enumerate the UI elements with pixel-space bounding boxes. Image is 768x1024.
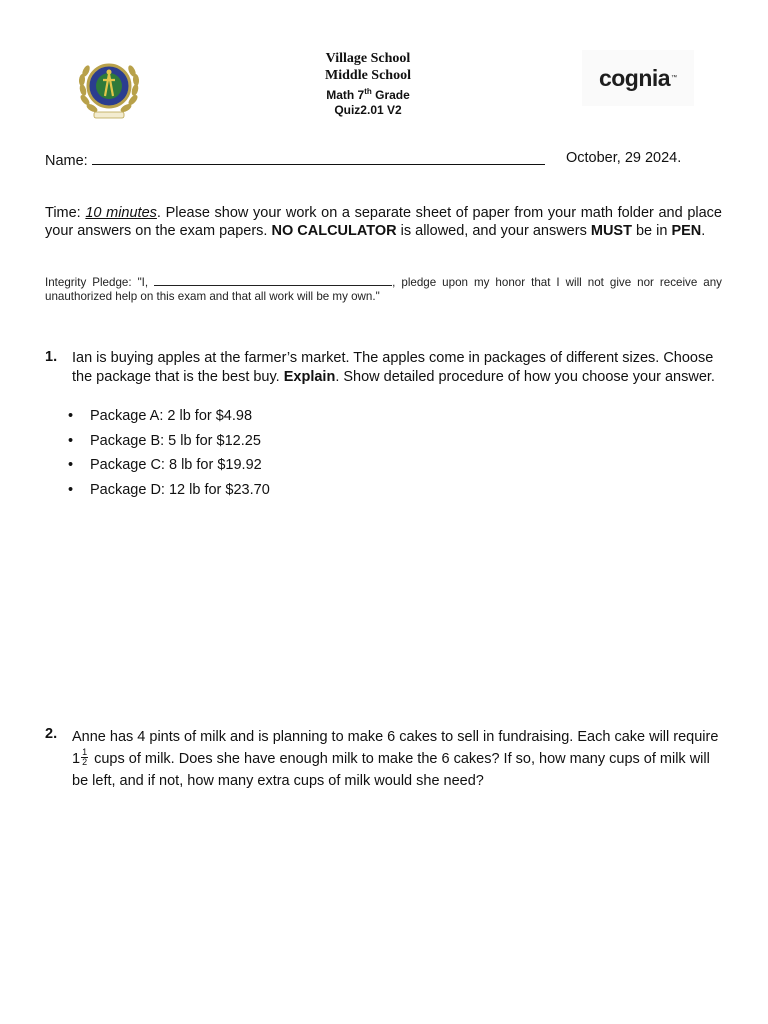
mixed-number-whole: 1 [72, 751, 81, 767]
name-label: Name: [45, 153, 88, 169]
school-seal-logo [74, 52, 144, 122]
pledge-name-blank [154, 275, 392, 286]
question-1-text: Ian is buying apples at the farmer’s market. The apples come in packages of different sizes. Choose the package that is the best buy. Explain. Show detailed procedure of how you choose your answer. [72, 350, 715, 385]
name-field [45, 150, 545, 169]
cognia-logo: cognia ™ [582, 50, 694, 106]
list-item: • Package D: 12 lb for $23.70 [68, 482, 270, 507]
quiz-date: October, 29 2024. [566, 150, 682, 166]
name-blank-line [92, 150, 545, 165]
list-item: • Package B: 5 lb for $12.25 [68, 433, 270, 458]
question-1-number: 1. [45, 349, 58, 365]
question-2-text: Anne has 4 pints of milk and is planning to make 6 cakes to sell in fundraising. Each cake will require 1 $\frac{1}{2}$ cups of milk. Does she have enough milk to make the 6 cakes? If so, how many cups of milk will be left, and if not, how many extra cups of milk would she need? [72, 729, 719, 789]
fraction: $\frac{1}{2}$ [82, 746, 88, 767]
question-1-options [68, 408, 270, 506]
quiz-code: Quiz2.01 V2 [334, 103, 402, 117]
course-title: Math 7th Grade [326, 87, 410, 102]
school-name: Village School [325, 51, 411, 66]
no-calculator-note: NO CALCULATOR [271, 223, 397, 239]
time-limit: 10 minutes [85, 205, 157, 221]
instructions-paragraph: Time: 10 minutes. Please show your work on a separate sheet of paper from your math folder and place your answers on the exam papers. NO CALCULATOR is allowed, and your answers MUST be in PEN. [45, 205, 722, 239]
quiz-header [234, 50, 502, 118]
question-2-number: 2. [45, 726, 58, 742]
list-item: • Package C: 8 lb for $19.92 [68, 457, 270, 482]
integrity-pledge: Integrity Pledge: "I, , pledge upon my honor that I will not give nor receive any unauthorized help on this exam and that all work will be my own." [45, 276, 722, 303]
school-division: Middle School [325, 68, 411, 83]
list-item: • Package A: 2 lb for $4.98 [68, 408, 270, 433]
